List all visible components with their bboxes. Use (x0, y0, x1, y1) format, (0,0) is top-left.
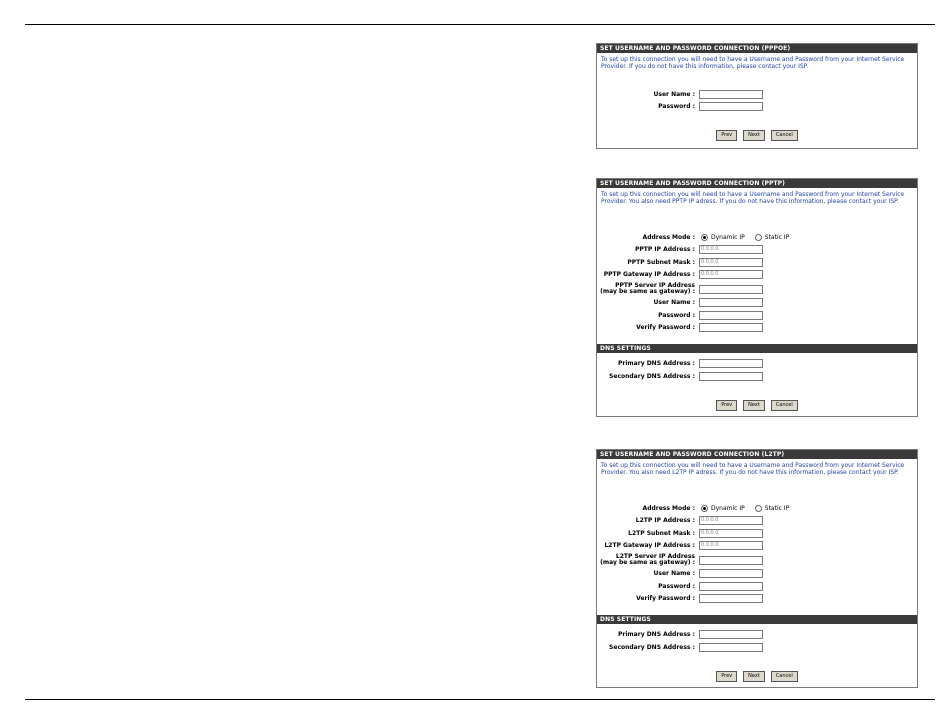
l2tp-subnet-mask-input[interactable]: 0.0.0.0 (699, 529, 763, 538)
pptp-dynamic-ip-label: Dynamic IP (711, 234, 745, 241)
l2tp-static-ip-radio[interactable] (755, 505, 762, 512)
pptp-primary-dns-row (597, 359, 917, 368)
pppoe-panel (596, 43, 918, 149)
prev-button[interactable]: Prev (716, 671, 737, 682)
pptp-user-name-input[interactable] (699, 298, 763, 307)
l2tp-user-name-label: User Name : (653, 570, 695, 577)
pptp-server-ip-label-line2: (may be same as gateway) : (600, 288, 695, 295)
l2tp-ip-address-label: L2TP IP Address : (635, 517, 695, 524)
pptp-panel-title: SET USERNAME AND PASSWORD CONNECTION (PPTP) (597, 179, 917, 188)
l2tp-gateway-row (597, 541, 917, 550)
next-button[interactable]: Next (743, 130, 765, 141)
pptp-address-mode-options (701, 233, 789, 242)
pppoe-password-label: Password : (658, 103, 695, 110)
pptp-gateway-input[interactable]: 0.0.0.0 (699, 270, 763, 279)
l2tp-password-input[interactable] (699, 582, 763, 591)
l2tp-primary-dns-row (597, 630, 917, 639)
pppoe-user-name-input[interactable] (699, 90, 763, 99)
pptp-secondary-dns-input[interactable] (699, 372, 763, 381)
pptp-user-name-row (597, 298, 917, 307)
pptp-verify-password-label: Verify Password : (636, 324, 695, 331)
pppoe-user-name-row (597, 90, 917, 99)
l2tp-server-ip-row (597, 554, 917, 567)
pptp-subnet-mask-input[interactable]: 0.0.0.0 (699, 258, 763, 267)
l2tp-dynamic-ip-label: Dynamic IP (711, 505, 745, 512)
l2tp-dynamic-ip-radio[interactable] (701, 505, 708, 512)
l2tp-button-bar (597, 671, 917, 682)
pptp-gateway-label: PPTP Gateway IP Address : (603, 271, 695, 278)
l2tp-panel (596, 449, 918, 688)
l2tp-static-ip-label: Static IP (764, 505, 790, 512)
l2tp-subnet-mask-label: L2TP Subnet Mask : (628, 530, 695, 537)
pptp-ip-address-label: PPTP IP Address : (635, 246, 695, 253)
l2tp-secondary-dns-row (597, 643, 917, 652)
l2tp-secondary-dns-input[interactable] (699, 643, 763, 652)
l2tp-address-mode-label: Address Mode : (642, 505, 695, 512)
pppoe-button-bar (597, 130, 917, 141)
pptp-password-row (597, 311, 917, 320)
pptp-subnet-mask-label: PPTP Subnet Mask : (627, 259, 695, 266)
pptp-static-ip-radio[interactable] (755, 234, 762, 241)
pptp-password-label: Password : (658, 312, 695, 319)
pppoe-panel-title: SET USERNAME AND PASSWORD CONNECTION (PPPOE) (597, 44, 917, 53)
l2tp-primary-dns-input[interactable] (699, 630, 763, 639)
pptp-address-mode-label: Address Mode : (642, 234, 695, 241)
l2tp-user-name-row (597, 569, 917, 578)
l2tp-address-mode-options (701, 504, 789, 513)
prev-button[interactable]: Prev (716, 130, 737, 141)
pptp-gateway-row (597, 270, 917, 279)
l2tp-password-label: Password : (658, 583, 695, 590)
top-rule (25, 24, 935, 25)
bottom-rule (25, 699, 935, 700)
pptp-address-mode-row (597, 233, 917, 242)
pptp-verify-password-input[interactable] (699, 323, 763, 332)
pptp-button-bar (597, 400, 917, 411)
l2tp-secondary-dns-label: Secondary DNS Address : (609, 644, 695, 651)
l2tp-user-name-input[interactable] (699, 569, 763, 578)
pptp-dns-title: DNS SETTINGS (597, 344, 917, 353)
pppoe-description: To set up this connection you will need to have a Username and Password from your Internet Service Provider. If you do not have this information, please contact your ISP. (601, 56, 905, 70)
l2tp-server-ip-label-line2: (may be same as gateway) : (600, 559, 695, 566)
pppoe-password-row (597, 102, 917, 111)
l2tp-dns-title: DNS SETTINGS (597, 615, 917, 624)
pptp-subnet-mask-row (597, 258, 917, 267)
next-button[interactable]: Next (743, 671, 765, 682)
cancel-button[interactable]: Cancel (771, 130, 798, 141)
l2tp-address-mode-row (597, 504, 917, 513)
l2tp-subnet-mask-row (597, 529, 917, 538)
l2tp-verify-password-label: Verify Password : (636, 595, 695, 602)
pptp-server-ip-input[interactable] (699, 285, 763, 294)
cancel-button[interactable]: Cancel (771, 671, 798, 682)
l2tp-primary-dns-label: Primary DNS Address : (618, 631, 695, 638)
l2tp-password-row (597, 582, 917, 591)
l2tp-verify-password-input[interactable] (699, 594, 763, 603)
prev-button[interactable]: Prev (716, 400, 737, 411)
pptp-verify-password-row (597, 323, 917, 332)
pptp-panel (596, 178, 918, 417)
pptp-ip-address-input[interactable]: 0.0.0.0 (699, 245, 763, 254)
l2tp-gateway-input[interactable]: 0.0.0.0 (699, 541, 763, 550)
l2tp-ip-address-row (597, 516, 917, 525)
pptp-server-ip-label (600, 283, 695, 295)
pptp-secondary-dns-label: Secondary DNS Address : (609, 373, 695, 380)
l2tp-gateway-label: L2TP Gateway IP Address : (604, 542, 695, 549)
pptp-user-name-label: User Name : (653, 299, 695, 306)
pptp-primary-dns-input[interactable] (699, 359, 763, 368)
l2tp-server-ip-label-line1: L2TP Server IP Address (615, 553, 695, 560)
l2tp-server-ip-input[interactable] (699, 556, 763, 565)
pptp-ip-address-row (597, 245, 917, 254)
cancel-button[interactable]: Cancel (771, 400, 798, 411)
pptp-dynamic-ip-radio[interactable] (701, 234, 708, 241)
pptp-secondary-dns-row (597, 372, 917, 381)
pppoe-user-name-label: User Name : (653, 91, 695, 98)
l2tp-panel-title: SET USERNAME AND PASSWORD CONNECTION (L2TP) (597, 450, 917, 459)
pptp-server-ip-label-line1: PPTP Server IP Address (615, 282, 695, 289)
next-button[interactable]: Next (743, 400, 765, 411)
l2tp-ip-address-input[interactable]: 0.0.0.0 (699, 516, 763, 525)
pptp-server-ip-row (597, 283, 917, 296)
pptp-password-input[interactable] (699, 311, 763, 320)
pppoe-password-input[interactable] (699, 102, 763, 111)
l2tp-description: To set up this connection you will need to have a Username and Password from your Internet Service Provider. You also need L2TP IP adress. If you do not have this information, please contact your ISP. (601, 462, 905, 476)
pptp-primary-dns-label: Primary DNS Address : (618, 360, 695, 367)
pptp-static-ip-label: Static IP (764, 234, 790, 241)
l2tp-server-ip-label (600, 554, 695, 566)
pptp-description: To set up this connection you will need to have a Username and Password from your Internet Service Provider. You also need PPTP IP adress. If you do not have this information, please contact your ISP. (601, 191, 905, 205)
l2tp-verify-password-row (597, 594, 917, 603)
